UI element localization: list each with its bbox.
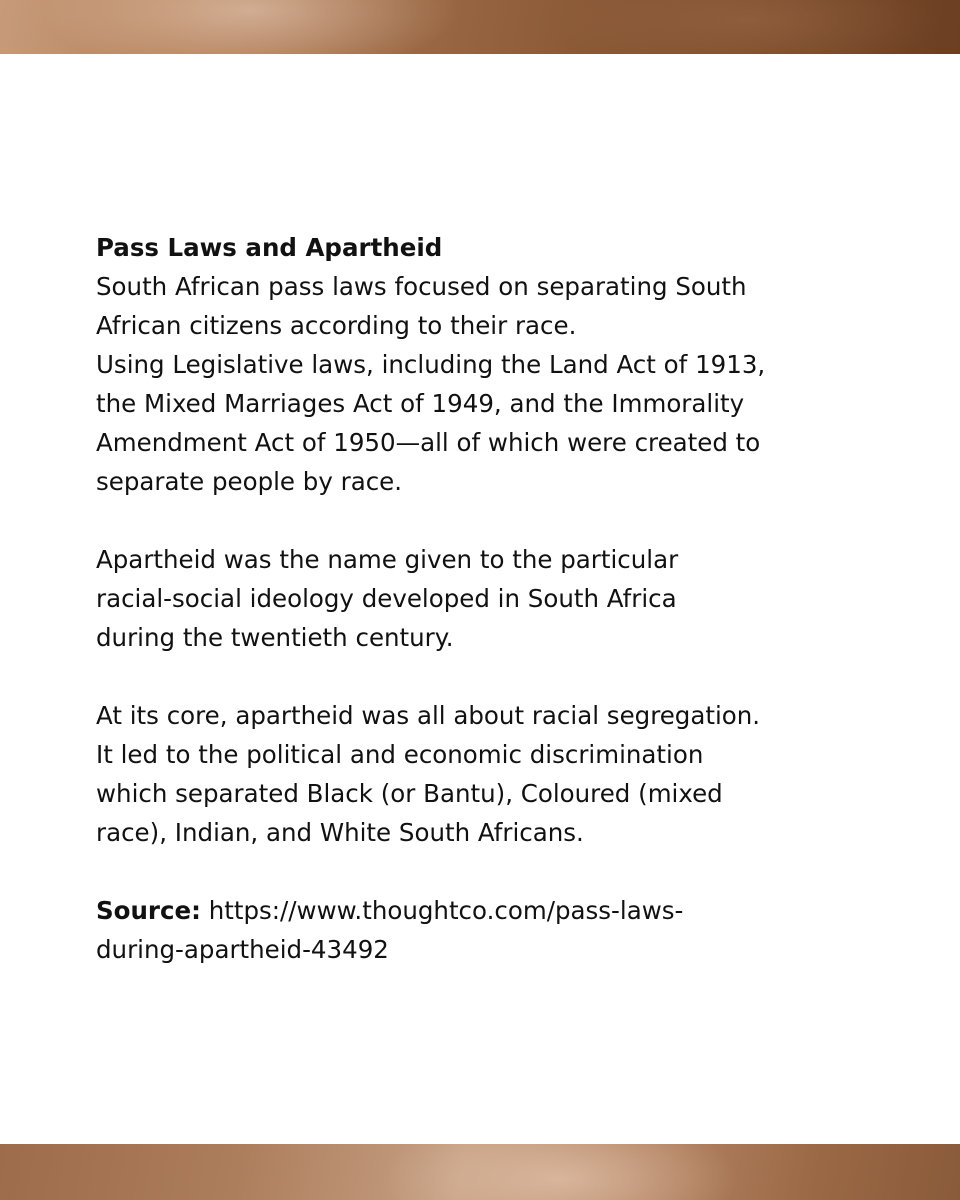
paragraph-spacer (96, 501, 896, 540)
paragraph-apartheid-definition (96, 540, 896, 657)
article-body (96, 228, 896, 969)
text-line: African citizens according to their race. (96, 311, 577, 340)
paragraph-segregation (96, 696, 896, 852)
paragraph-pass-laws (96, 267, 896, 501)
text-line: Amendment Act of 1950—all of which were created to (96, 428, 761, 457)
text-line: separate people by race. (96, 467, 403, 496)
source-label: Source: (96, 896, 201, 925)
paragraph-spacer (96, 852, 896, 891)
source-url-part-1: https://www.thoughtco.com/pass-laws- (200, 896, 684, 925)
text-line: during the twentieth century. (96, 623, 454, 652)
text-line: Using Legislative laws, including the Land Act of 1913, (96, 350, 766, 379)
text-line: race), Indian, and White South Africans. (96, 818, 584, 847)
text-line: racial-social ideology developed in South Africa (96, 584, 677, 613)
paragraph-spacer (96, 657, 896, 696)
text-line: the Mixed Marriages Act of 1949, and the Immorality (96, 389, 745, 418)
source-url-part-2: during-apartheid-43492 (96, 935, 389, 964)
text-line: which separated Black (or Bantu), Coloured (mixed (96, 779, 723, 808)
source-citation (96, 891, 896, 969)
text-line: South African pass laws focused on separating South (96, 272, 747, 301)
bottom-decorative-band (0, 1144, 960, 1200)
top-decorative-band (0, 0, 960, 54)
article-heading: Pass Laws and Apartheid (96, 233, 443, 262)
source-line (96, 891, 896, 930)
text-line: At its core, apartheid was all about racial segregation. (96, 701, 761, 730)
text-line: Apartheid was the name given to the particular (96, 545, 679, 574)
text-line: It led to the political and economic discrimination (96, 740, 704, 769)
